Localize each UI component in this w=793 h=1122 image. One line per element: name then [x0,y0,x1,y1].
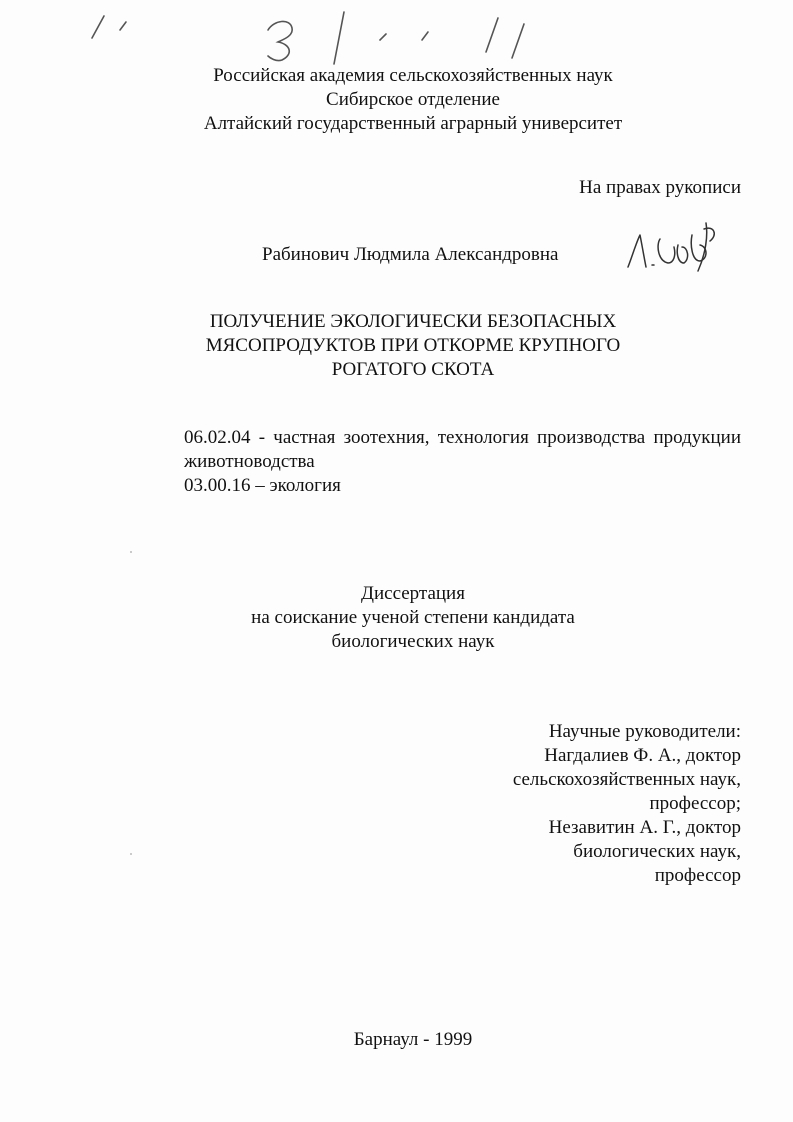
supervisors-heading: Научные руководители: [548,721,741,742]
institution-line-3: Алтайский государственный аграрный университет [203,113,623,134]
dissertation-title-line-1: ПОЛУЧЕНИЕ ЭКОЛОГИЧЕСКИ БЕЗОПАСНЫХ [209,311,617,332]
supervisor-1-field: сельскохозяйственных наук, [512,769,741,790]
handwritten-digit-1-mark [512,24,524,58]
degree-line-2: на соискание ученой степени кандидата [251,607,575,628]
degree-line-1: Диссертация [361,583,465,604]
scan-speck [130,551,132,553]
author-name: Рабинович Людмила Александровна [262,244,559,265]
pencil-mark [422,32,428,40]
manuscript-rights-label: На правах рукописи [579,177,741,198]
handwritten-digit-1-mark [486,18,498,52]
supervisor-2-name: Незавитин А. Г., доктор [548,817,741,838]
pencil-mark [380,34,386,40]
supervisor-2-field: биологических наук, [573,841,741,862]
handwritten-slash-mark [334,12,344,64]
specialty-line-3: 03.00.16 – экология [184,475,341,496]
city-year: Барнаул - 1999 [353,1029,473,1050]
supervisor-1-name: Нагдалиев Ф. А., доктор [544,745,741,766]
supervisor-2-title: профессор [654,865,741,886]
specialty-line-2: животноводства [184,451,315,472]
degree-line-3: биологических наук [331,631,495,652]
scan-speck [130,853,132,855]
author-signature [618,205,728,280]
institution-line-1: Российская академия сельскохозяйственных наук [213,65,613,86]
specialty-line-1: 06.02.04 - частная зоотехния, технология производства продукции [184,427,741,448]
dissertation-title-line-3: РОГАТОГО СКОТА [331,359,495,380]
handwritten-digit-3-mark [268,21,292,60]
institution-line-2: Сибирское отделение [326,89,500,110]
dissertation-title-line-2: МЯСОПРОДУКТОВ ПРИ ОТКОРМЕ КРУПНОГО [205,335,621,356]
pencil-mark [92,16,104,38]
supervisor-1-title: профессор; [649,793,741,814]
pencil-mark [120,22,126,30]
